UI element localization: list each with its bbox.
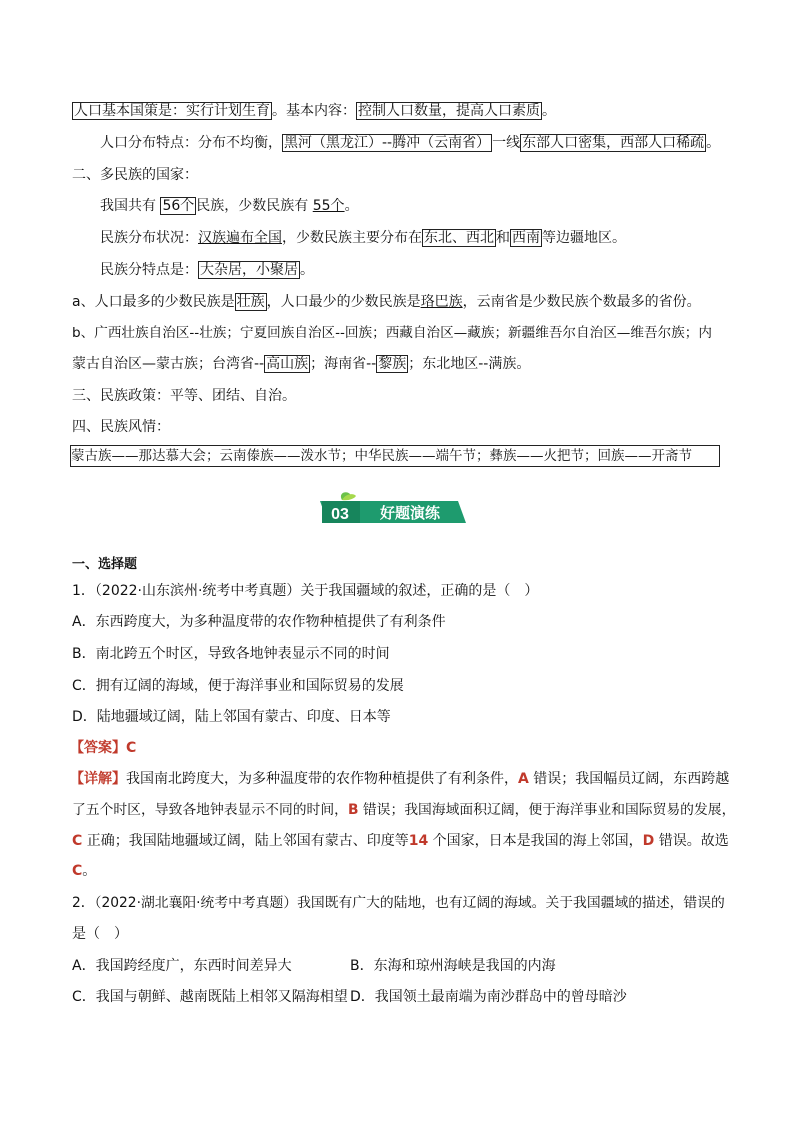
- q2-stem-1: 2．（2022·湖北襄阳·统考中考真题）我国既有广大的陆地，也有辽阔的海域。关于我国疆域的描述，错误的: [72, 895, 725, 911]
- boxed-text: 控制人口数量，提高人口素质: [358, 103, 540, 119]
- banner-number: 03: [331, 506, 349, 523]
- boxed-text: 黎族: [378, 356, 407, 372]
- banner-title: 好题演练: [379, 504, 441, 522]
- boxed-text: 东部人口密集，西部人口稀疏: [522, 135, 705, 151]
- boxed-text: 大杂居，小聚居: [200, 262, 298, 278]
- boxed-text: 壮族: [236, 294, 265, 310]
- q1-detail-line-3: C 正确；我国陆地疆域辽阔，陆上邻国有蒙古、印度等14 个国家，日本是我国的海上邻国，D 错误。故选: [72, 833, 729, 849]
- q1-option-a: A．东西跨度大，为多种温度带的农作物种植提供了有利条件: [72, 614, 446, 630]
- section-title: 一、选择题: [72, 557, 138, 572]
- point-b-line-2: 蒙古自治区—蒙古族；台湾省-- 高山族 ；海南省-- 黎族 ；东北地区--满族。: [72, 356, 531, 372]
- section-banner: [318, 491, 468, 527]
- q2-option-b: B．东海和琼州海峡是我国的内海: [350, 958, 556, 974]
- point-b-line-1: b、广西壮族自治区--壮族；宁夏回族自治区--回族；西藏自治区—藏族；新疆维吾尔自治区—维吾尔族；内: [72, 325, 712, 341]
- q2-stem-2: 是（ ）: [72, 926, 128, 942]
- boxed-text: 56个: [162, 198, 195, 214]
- q2-option-c: C．我国与朝鲜、越南既陆上相邻又隔海相望: [72, 989, 348, 1005]
- heading-multiethnic: 二、多民族的国家：: [72, 167, 198, 183]
- underlined-text: 55个: [312, 198, 345, 214]
- boxed-text: 黑河（黑龙江）--腾冲（云南省）: [284, 135, 491, 151]
- population-policy-line: 人口基本国策是：实行计划生育 。基本内容： 控制人口数量，提高人口素质 。: [74, 103, 556, 119]
- q1-detail-line-1: 【详解】我国南北跨度大，为多种温度带的农作物种植提供了有利条件，A 错误；我国幅员辽阔，东西跨越: [70, 771, 730, 787]
- q1-stem: 1．（2022·山东滨州·统考中考真题）关于我国疆域的叙述，正确的是（ ）: [72, 583, 539, 599]
- underlined-text: 汉族遍布全国: [198, 230, 282, 246]
- q1-detail-line-2: 了五个时区，导致各地钟表显示不同的时间，B 错误；我国海域面积辽阔，便于海洋事业和国际贸易的发展，: [72, 802, 736, 818]
- boxed-text: 高山族: [266, 356, 309, 372]
- ethnic-distribution-line: 民族分布状况：汉族遍布全国，少数民族主要分布在 东北、西北 和 西南 等边疆地区。: [100, 230, 626, 246]
- boxed-text: 西南: [512, 230, 540, 246]
- q2-option-a: A．我国跨经度广，东西时间差异大: [72, 958, 292, 974]
- heading-ethnic-policy: 三、民族政策：平等、团结、自治。: [72, 388, 296, 404]
- ethnic-feature-line: 民族分特点是： 大杂居，小聚居 。: [100, 262, 314, 278]
- q1-option-d: D．陆地疆域辽阔，陆上邻国有蒙古、印度、日本等: [72, 709, 391, 725]
- heading-ethnic-customs: 四、民族风情：: [72, 419, 170, 435]
- boxed-text: 东北、西北: [424, 230, 494, 246]
- q1-answer: 【答案】C: [70, 740, 137, 756]
- population-distribution-line: 人口分布特点：分布不均衡， 黑河（黑龙江）--腾冲（云南省） 一线 东部人口密集，西部人口稀疏 。: [100, 135, 721, 151]
- boxed-text: 人口基本国策是：实行计划生育: [74, 103, 270, 119]
- ethnic-count-line: 我国共有 56个 民族，少数民族有 55个。: [100, 198, 359, 214]
- underlined-text: 珞巴族: [420, 294, 463, 310]
- ethnic-customs-box: 蒙古族——那达慕大会；云南傣族——泼水节；中华民族——端午节；彝族——火把节；回族——开斋节: [70, 445, 720, 467]
- banner-graphic: [318, 491, 468, 527]
- q1-option-c: C．拥有辽阔的海域，便于海洋事业和国际贸易的发展: [72, 678, 404, 694]
- q1-option-b: B．南北跨五个时区，导致各地钟表显示不同的时间: [72, 646, 390, 662]
- q2-option-d: D．我国领土最南端为南沙群岛中的曾母暗沙: [350, 989, 627, 1005]
- q1-detail-line-4: C。: [72, 863, 97, 879]
- point-a-line: a、人口最多的少数民族是 壮族 ，人口最少的少数民族是珞巴族，云南省是少数民族个数最多的省份。: [72, 294, 701, 310]
